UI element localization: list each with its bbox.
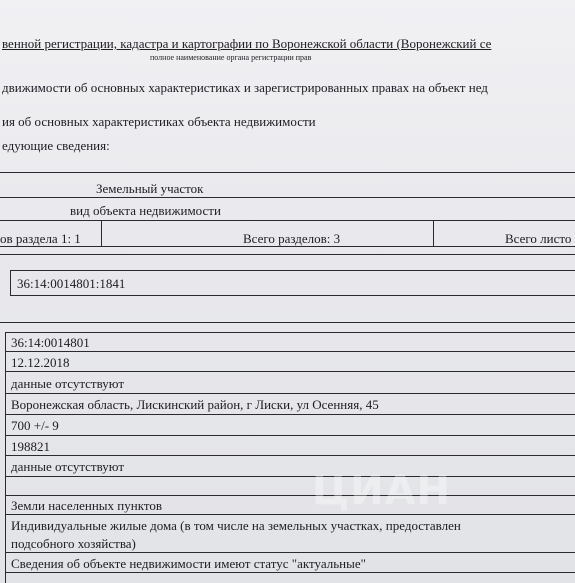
area: 700 +/- 9 (11, 418, 59, 433)
row-line (5, 572, 575, 573)
row-line (5, 455, 575, 456)
address: Воронежская область, Лискинский район, г Лиски, ул Осенняя, 45 (11, 397, 379, 412)
extract-title-line: движимости об основных характеристиках и зарегистрированных правах на объект нед (2, 80, 488, 95)
row-line (5, 476, 575, 477)
agency-caption: полное наименование органа регистрации прав (150, 53, 312, 62)
row-line (5, 393, 575, 394)
sheets-total: Всего листо (505, 231, 572, 246)
rule (0, 197, 575, 198)
intro-text: едующие сведения: (2, 138, 110, 153)
cadastral-value: 198821 (11, 439, 50, 454)
table-left-border (5, 332, 6, 583)
row-line (5, 514, 575, 515)
block-cadastral-quarter: 36:14:0014801 (11, 335, 90, 350)
permitted-use: Индивидуальные жилые дома (в том числе на земельных участках, предоставлен (11, 518, 461, 533)
row-line (5, 332, 575, 333)
object-type-value: Земельный участок (96, 181, 204, 196)
rule (0, 322, 575, 323)
watermark-logo: ЦИАН (312, 468, 452, 514)
section-title: ия об основных характеристиках объекта недвижимости (2, 114, 316, 129)
agency-name: венной регистрации, кадастра и картографии по Воронежской области (Воронежский се (2, 36, 492, 51)
cell-divider (101, 220, 102, 246)
row-line (5, 351, 575, 352)
row-line (5, 552, 575, 553)
row-line (5, 371, 575, 372)
row-line (5, 414, 575, 415)
registration-date: 12.12.2018 (11, 355, 70, 370)
row-line (5, 435, 575, 436)
rule (0, 220, 575, 221)
rule (0, 246, 575, 247)
rule (0, 172, 575, 173)
section-label: ов раздела 1: 1 (0, 231, 81, 246)
status-note: Сведения об объекте недвижимости имеют статус "актуальные" (11, 556, 366, 571)
no-data-1: данные отсутствуют (11, 376, 125, 391)
land-category: Земли населенных пунктов (11, 498, 162, 513)
sections-total: Всего разделов: 3 (243, 231, 341, 246)
cell-divider (433, 220, 434, 246)
rule (0, 254, 575, 255)
no-data-2: данные отсутствуют (11, 459, 125, 474)
permitted-use-cont: подсобного хозяйства) (11, 536, 136, 551)
row-line (5, 495, 575, 496)
object-type-caption: вид объекта недвижимости (70, 203, 221, 218)
cadastral-number: 36:14:0014801:1841 (17, 276, 126, 291)
